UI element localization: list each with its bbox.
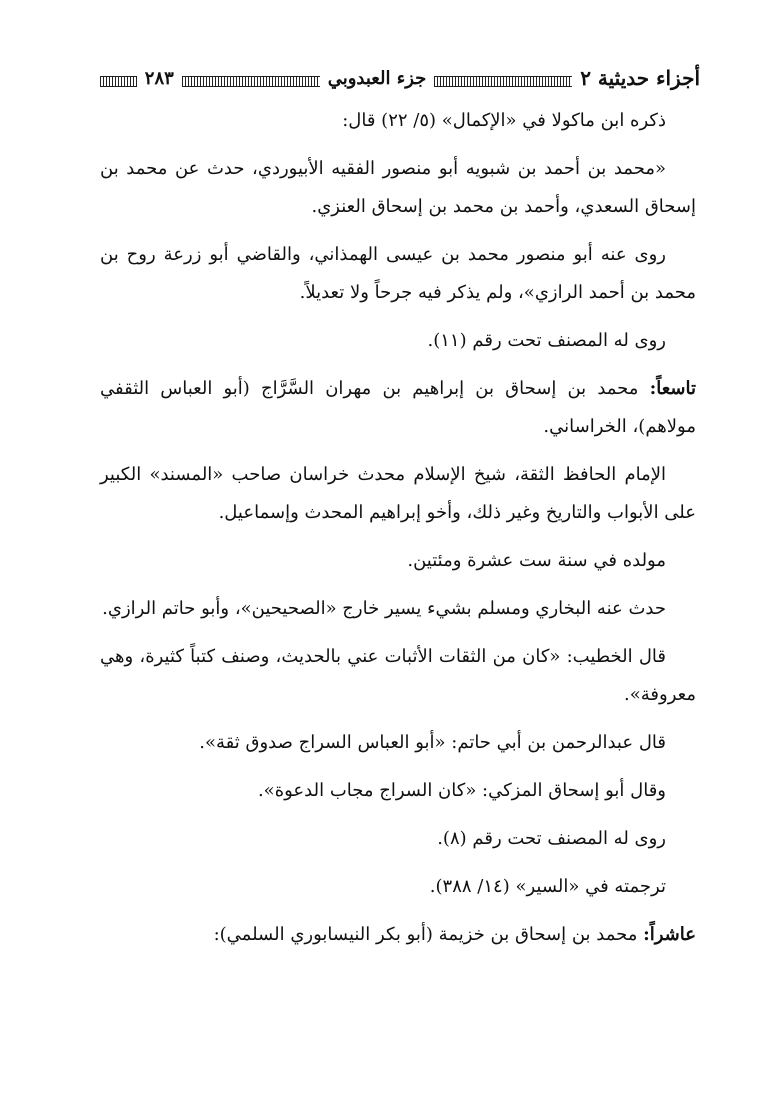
paragraph-5-text: محمد بن إسحاق بن إبراهيم بن مهران السَّرَّاج (أبو العباس الثقفي مولاهم)، الخراساني. — [100, 378, 696, 437]
book-title: أجزاء حديثية ٢ — [580, 66, 700, 90]
paragraph-4 — [100, 322, 696, 360]
page-number: ٢٨٣ — [144, 67, 174, 89]
paragraph-14 — [100, 916, 696, 954]
paragraph-8 — [100, 590, 696, 628]
paragraph-12 — [100, 820, 696, 858]
paragraph-14-lead: عاشراً: — [643, 924, 696, 945]
paragraph-7 — [100, 542, 696, 580]
paragraph-5 — [100, 370, 696, 446]
paragraph-13-text: ترجمته في «السير» (١٤/ ٣٨٨). — [429, 876, 666, 897]
paragraph-9 — [100, 638, 696, 714]
paragraph-1-text: ذكره ابن ماكولا في «الإكمال» (٥/ ٢٢) قال: — [342, 110, 666, 131]
page-body — [100, 102, 696, 964]
paragraph-8-text: حدث عنه البخاري ومسلم بشيء يسير خارج «الصحيحين»، وأبو حاتم الرازي. — [102, 598, 666, 619]
header-rule-middle — [182, 76, 320, 87]
paragraph-1 — [100, 102, 696, 140]
paragraph-13 — [100, 868, 696, 906]
header-rule-left — [100, 76, 137, 87]
header-rule-right — [434, 76, 572, 87]
paragraph-6 — [100, 456, 696, 532]
paragraph-11-text: وقال أبو إسحاق المزكي: «كان السراج مجاب الدعوة». — [257, 780, 666, 801]
paragraph-9-text: قال الخطيب: «كان من الثقات الأثبات عني بالحديث، وصنف كتباً كثيرة، وهي معروفة». — [100, 646, 696, 705]
paragraph-12-text: روى له المصنف تحت رقم (٨). — [437, 828, 666, 849]
paragraph-3-text: روى عنه أبو منصور محمد بن عيسى الهمذاني، والقاضي أبو زرعة روح بن محمد بن أحمد الرازي»، ولم يذكر فيه جرحاً ولا تعديلاً. — [100, 244, 696, 303]
paragraph-3 — [100, 236, 696, 312]
paragraph-11 — [100, 772, 696, 810]
paragraph-10-text: قال عبدالرحمن بن أبي حاتم: «أبو العباس السراج صدوق ثقة». — [199, 732, 666, 753]
running-header — [100, 58, 700, 98]
paragraph-7-text: مولده في سنة ست عشرة ومئتين. — [407, 550, 666, 571]
paragraph-2 — [100, 150, 696, 226]
paragraph-2-text: «محمد بن أحمد بن شبويه أبو منصور الفقيه الأبيوردي، حدث عن محمد بن إسحاق السعدي، وأحمد بن محمد بن إسحاق العنزي. — [100, 158, 696, 217]
section-title: جزء العبدوبي — [327, 67, 427, 89]
paragraph-14-text: محمد بن إسحاق بن خزيمة (أبو بكر النيسابوري السلمي): — [213, 924, 644, 945]
paragraph-6-text: الإمام الحافظ الثقة، شيخ الإسلام محدث خراسان صاحب «المسند» الكبير على الأبواب والتاريخ وغير ذلك، وأخو إبراهيم المحدث وإسماعيل. — [100, 464, 696, 523]
paragraph-10 — [100, 724, 696, 762]
paragraph-4-text: روى له المصنف تحت رقم (١١). — [427, 330, 666, 351]
paragraph-5-lead: تاسعاً: — [649, 378, 696, 399]
